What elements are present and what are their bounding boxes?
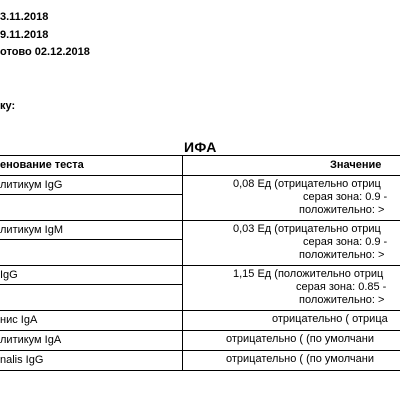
table-row — [0, 266, 400, 311]
result-value: отрицательно ( (по умолчани — [226, 353, 374, 365]
test-name-cell — [0, 311, 183, 330]
result-value-cell — [183, 176, 400, 220]
table-row — [0, 331, 400, 351]
positive-threshold: положительно: > — [299, 294, 385, 306]
test-name-cell — [0, 331, 183, 350]
gray-zone-range: серая зона: 0.85 - — [296, 281, 387, 293]
result-value-cell — [183, 311, 400, 330]
table-row — [0, 176, 400, 221]
section-label: ку: — [0, 100, 16, 112]
table-row — [0, 351, 400, 371]
result-value: отрицательно ( отрица — [272, 313, 388, 325]
gray-zone-range: серая зона: 0.9 - — [303, 236, 388, 248]
section-title: ИФА — [184, 139, 217, 155]
result-value: 1,15 Ед (положительно отриц — [233, 268, 384, 280]
column-header-value: Значение — [330, 159, 382, 171]
cell-divider — [0, 194, 182, 195]
result-value: 0,08 Ед (отрицательно отриц — [233, 178, 381, 190]
sample-date: 3.11.2018 — [0, 11, 49, 23]
test-name: nalis IgG — [0, 354, 44, 366]
positive-threshold: положительно: > — [299, 249, 385, 261]
result-value-cell — [183, 351, 400, 370]
gray-zone-range: серая зона: 0.9 - — [303, 191, 388, 203]
result-value-cell — [183, 221, 400, 265]
test-name-cell — [0, 176, 183, 220]
test-name: IgG — [0, 269, 18, 281]
test-name: литикум IgM — [0, 224, 64, 236]
test-name-cell — [0, 266, 183, 310]
result-value-cell — [183, 331, 400, 350]
test-name: нис IgA — [0, 314, 38, 326]
ready-date: отово 02.12.2018 — [0, 46, 90, 58]
test-name-cell — [0, 221, 183, 265]
positive-threshold: положительно: > — [299, 204, 385, 216]
test-name: литикум IgG — [0, 179, 63, 191]
results-table — [0, 155, 400, 371]
cell-divider — [0, 284, 182, 285]
table-row — [0, 221, 400, 266]
test-name: литикум IgA — [0, 334, 62, 346]
result-value-cell — [183, 266, 400, 310]
table-header-row — [0, 156, 400, 176]
cell-divider — [0, 239, 182, 240]
received-date: 9.11.2018 — [0, 29, 49, 41]
test-name-cell — [0, 351, 183, 370]
result-value: отрицательно ( (по умолчани — [226, 333, 374, 345]
table-row — [0, 311, 400, 331]
result-value: 0,03 Ед (отрицательно отриц — [233, 223, 381, 235]
column-header-test-name: енование теста — [0, 156, 183, 175]
